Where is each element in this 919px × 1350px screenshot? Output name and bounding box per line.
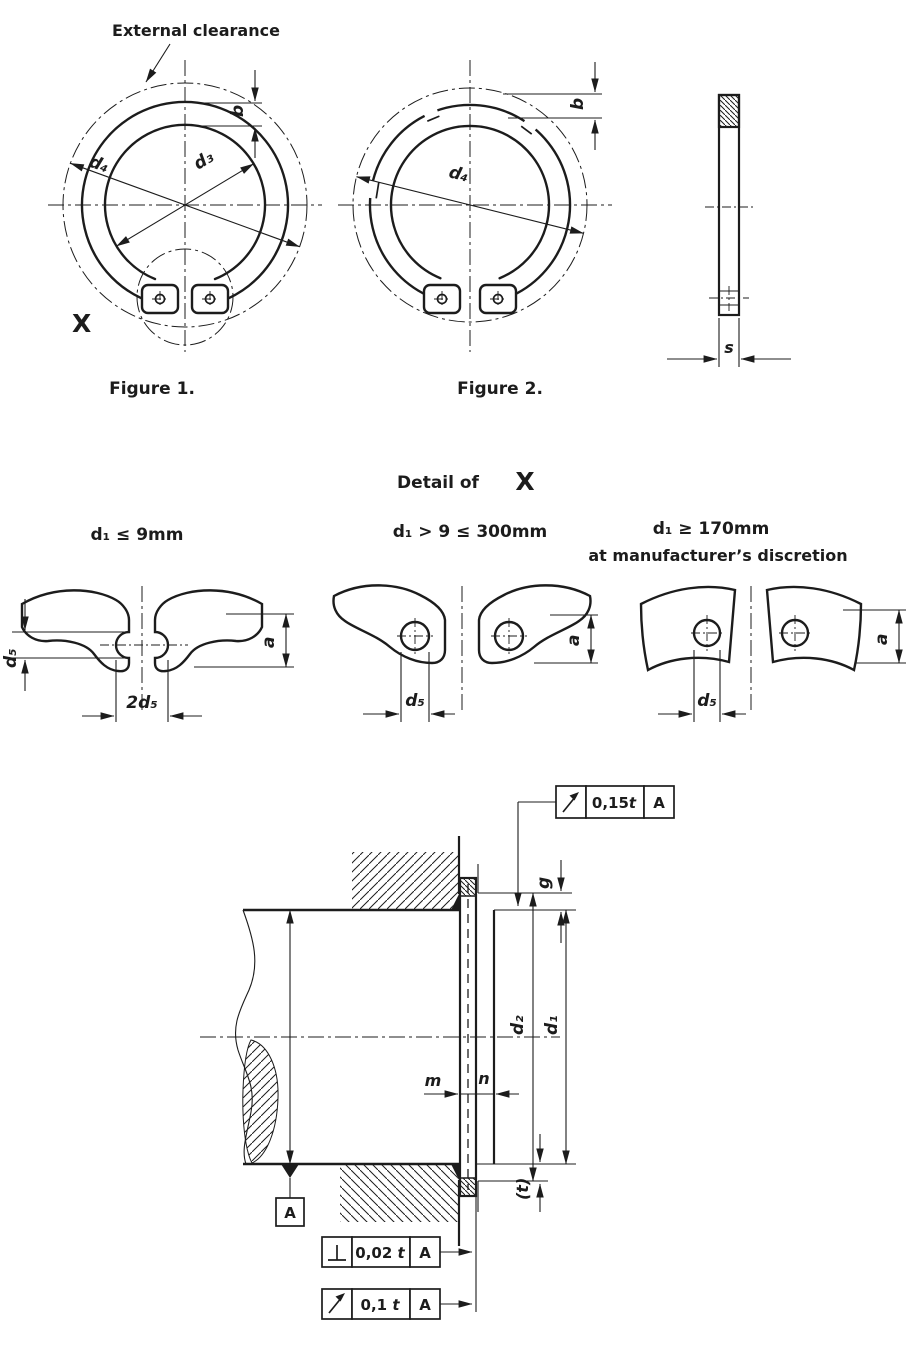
dim-d5-label: d₅ — [697, 691, 717, 711]
installation-drawing — [200, 786, 674, 1319]
condition-label: d₁ ≤ 9mm — [90, 525, 184, 545]
dim-d4-label: d₄ — [446, 162, 471, 187]
tolerance-suffix: t — [628, 794, 637, 812]
dim-b-label: b — [568, 97, 588, 110]
notch-gap — [525, 121, 536, 129]
dim-g — [534, 860, 561, 943]
dim-s — [667, 318, 791, 367]
dim-a-label: a — [872, 633, 892, 645]
tolerance-frame-perpendicularity — [322, 1237, 472, 1267]
tolerance-value — [361, 1296, 401, 1314]
external-clearance-label: External clearance — [112, 21, 280, 40]
tolerance-frame-runout-bottom — [322, 1289, 472, 1319]
tolerance-datum: A — [653, 794, 665, 812]
figure-1-caption: Figure 1. — [109, 379, 195, 399]
condition-label: d₁ ≥ 170mm — [652, 519, 770, 539]
section-hatch-cap — [719, 95, 739, 127]
lug-end-right — [479, 585, 591, 663]
detail-variant-small — [1, 525, 294, 722]
lug-end-left — [641, 587, 735, 670]
notch-gap — [425, 110, 438, 116]
dim-d3-label: d₃ — [190, 147, 218, 175]
detail-x-mark-label: X — [72, 309, 92, 338]
condition-note: at manufacturer’s discretion — [588, 546, 848, 565]
dim-g-label: g — [534, 876, 554, 889]
housing-section-top — [352, 852, 459, 910]
dim-n-label: n — [478, 1069, 490, 1088]
dim-t-label: (t) — [513, 1177, 532, 1200]
detail-of-label: Detail of — [397, 473, 479, 493]
tolerance-number: 0,02 — [355, 1244, 398, 1262]
detail-variant-large — [588, 519, 906, 722]
dim-d4-label: d₄ — [86, 151, 112, 178]
lug-end-right — [767, 587, 861, 670]
tolerance-datum: A — [419, 1296, 431, 1314]
dim-d5 — [363, 652, 455, 722]
datum-label: A — [284, 1204, 296, 1222]
datum-triangle — [281, 1164, 299, 1178]
dim-b-label: b — [228, 104, 248, 117]
dim-a-label: a — [564, 634, 584, 646]
figure-1 — [48, 21, 322, 399]
lug-end-left — [333, 585, 445, 663]
figure-2 — [338, 60, 612, 399]
tolerance-datum: A — [419, 1244, 431, 1262]
ring-side-view — [667, 95, 791, 367]
dim-b-fig1 — [198, 70, 262, 158]
external-clearance-leader — [146, 44, 170, 82]
dim-d5-label: d₅ — [1, 648, 21, 668]
tolerance-number: 0,15 — [591, 794, 629, 812]
dim-s-label: s — [724, 338, 734, 357]
dim-m-label: m — [424, 1071, 442, 1090]
dim-2d5-label: 2d₅ — [126, 693, 158, 713]
tolerance-value — [592, 794, 637, 812]
dim-b-fig2 — [503, 62, 602, 150]
detail-variant-medium — [333, 522, 598, 722]
condition-label: d₁ > 9 ≤ 300mm — [392, 522, 548, 542]
dim-d2-label: d₂ — [508, 1015, 528, 1035]
housing-section-bottom — [340, 1164, 459, 1222]
figure-2-caption: Figure 2. — [457, 379, 543, 399]
dim-d1-label: d₁ — [542, 1015, 562, 1035]
tolerance-number: 0,1 — [360, 1296, 393, 1314]
tolerance-suffix: t — [397, 1244, 405, 1262]
notch-gap — [370, 181, 373, 198]
detail-of-heading — [397, 467, 535, 496]
dim-a-label: a — [259, 636, 279, 648]
lug-end-right — [155, 590, 262, 671]
dim-t — [513, 1134, 540, 1212]
lug-end-left — [22, 590, 129, 671]
tolerance-value — [355, 1244, 405, 1262]
dim-d5-label: d₅ — [405, 691, 425, 711]
tolerance-suffix: t — [392, 1296, 400, 1314]
broken-out-section — [243, 1040, 278, 1163]
detail-of-x-mark: X — [515, 467, 535, 496]
